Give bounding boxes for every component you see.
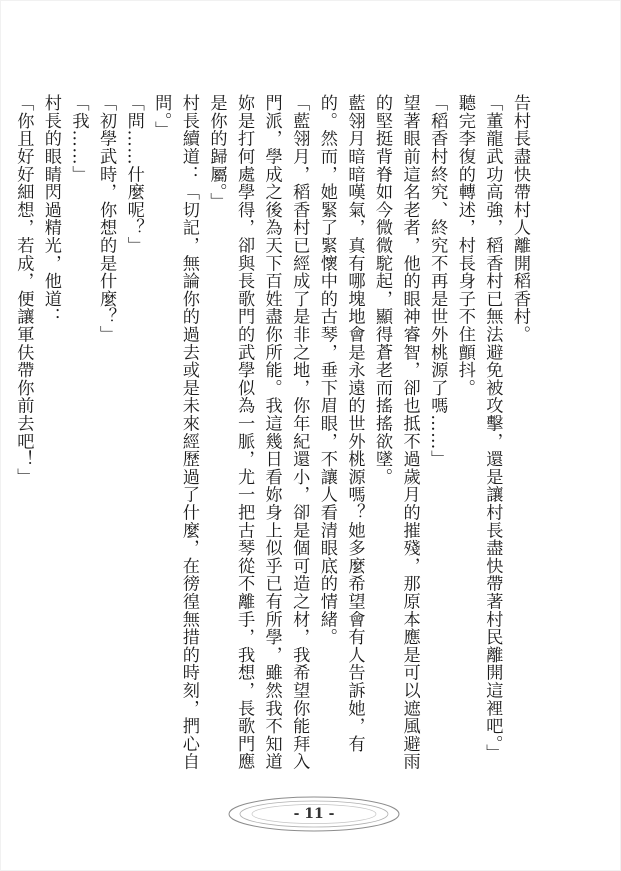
paragraph-4: 「稻香村終究、終究不再是世外桃源了嗎……」 [427, 94, 448, 468]
paragraph-7: 「藍翎月，稻香村已經成了是非之地，你年紀還小，卻是個可造之材，我希望你能拜入門派，學成之後為天下百姓盡你所能。我這幾日看妳身上似乎已有所學，雖然我不知道妳是打何處學得，卻與長歌門的武學似為一脈，尤一把古琴從不離手，我想，長歌門應是你的歸屬。」 [206, 94, 310, 771]
paragraph-5: 望著眼前這名老者，他的眼神睿智，卻也抵不過歲月的摧殘，那原本應是可以遮風避雨的堅挺背脊如今微微駝起，顯得蒼老而搖搖欲墜。 [372, 94, 420, 771]
paragraph-11: 「我……」 [68, 94, 89, 183]
page-number: - 11 - [293, 806, 335, 822]
paragraph-2: 「董龍武功高強，稻香村已無法避免被攻擊，還是讓村長盡快帶著村民離開這裡吧。」 [482, 94, 503, 762]
paragraph-1: 告村長盡快帶村人離開稻香村。 [510, 94, 530, 344]
paragraph-8: 村長續道：「切記，無論你的過去或是未來經歷過了什麼，在徬徨無措的時刻，捫心自問。」 [151, 94, 199, 771]
paragraph-9: 「問……什麼呢？」 [123, 94, 144, 255]
page-footer [226, 795, 402, 833]
paragraph-6: 藍翎月暗暗嘆氣，真有哪塊地會是永遠的世外桃源嗎？她多麼希望會有人告訴她，有的。然而，她緊了緊懷中的古琴，垂下眉眼，不讓人看清眼底的情緒。 [316, 94, 365, 753]
paragraph-3: 聽完李復的轉述，村長身子不住顫抖。 [454, 94, 475, 397]
paragraph-12: 村長的眼睛閃過精光，他道： [40, 94, 61, 326]
paragraph-10: 「初學武時，你想的是什麼？」 [96, 94, 117, 344]
paragraph-13: 「你且好好細想，若成，便讓軍伕帶你前去吧！」 [13, 94, 34, 486]
vertical-text-body [9, 94, 533, 780]
